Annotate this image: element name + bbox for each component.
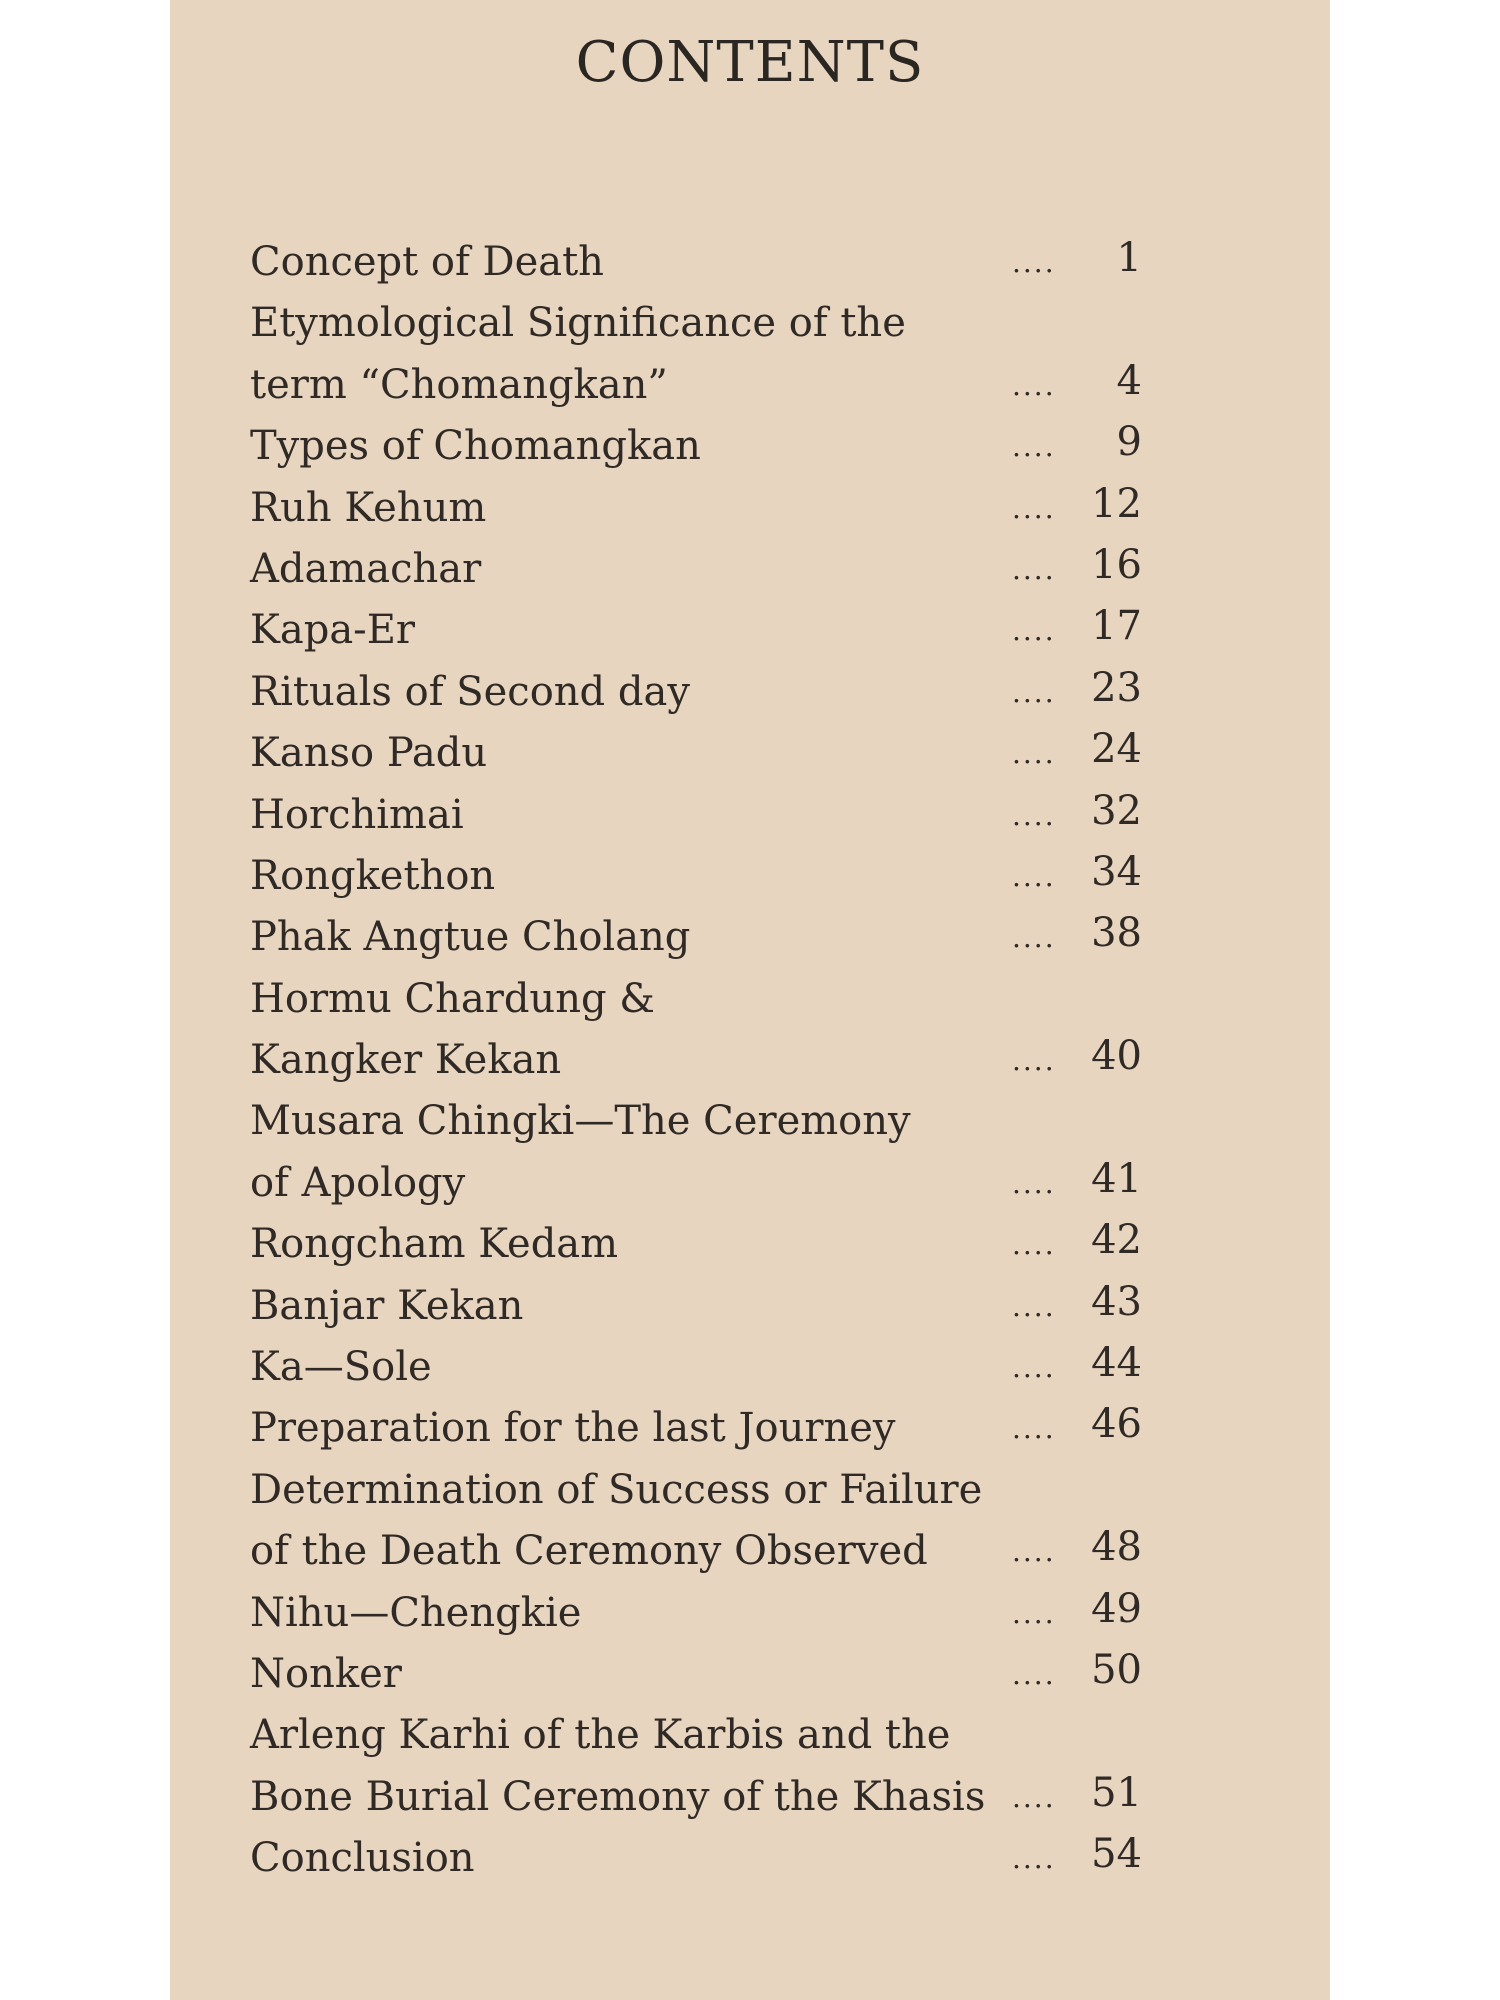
dot-leader: .... [1012,859,1056,893]
toc-entry-title: Kanso Padu [250,730,488,777]
toc-list [250,232,1250,1890]
toc-entry-title: Musara Chingki—The Ceremony [250,1098,911,1145]
toc-entry-line [250,1214,1250,1275]
toc-entry-line [250,1705,1250,1766]
toc-entry-title: Rituals of Second day [250,668,690,715]
toc-entry-title: term “Chomangkan” [250,361,668,408]
toc-page-number: 41 [1091,1155,1142,1202]
toc-page-number: 54 [1091,1831,1142,1878]
toc-entry [250,1276,1250,1337]
toc-entry-title: Phak Angtue Cholang [250,914,691,961]
dot-leader: .... [1012,1044,1056,1078]
toc-entry [250,907,1250,968]
toc-entry-title: Bone Burial Ceremony of the Khasis [250,1773,986,1820]
toc-entry-title: Conclusion [250,1835,475,1882]
toc-entry-title: Rongkethon [250,852,496,899]
dot-leader: .... [1012,798,1056,832]
toc-entry-line [250,846,1250,907]
toc-page-number: 16 [1091,541,1142,588]
dot-leader: .... [1012,368,1056,402]
toc-page-number: 38 [1091,910,1142,957]
toc-entry [250,1828,1250,1889]
dot-leader: .... [1012,1596,1056,1630]
toc-entry-line [250,1767,1250,1828]
toc-entry [250,1398,1250,1459]
toc-entry-line [250,662,1250,723]
toc-entry-title: Nonker [250,1650,402,1697]
toc-entry-title: Etymological Significance of the [250,300,906,347]
toc-page-number: 24 [1091,726,1142,773]
toc-entry [250,293,1250,416]
toc-entry-title: Hormu Chardung & [250,975,655,1022]
toc-entry-line [250,600,1250,661]
toc-entry [250,846,1250,907]
dot-leader: .... [1012,1289,1056,1323]
dot-leader: .... [1012,552,1056,586]
toc-entry-line [250,1337,1250,1398]
toc-entry-title: Kangker Kekan [250,1037,562,1084]
toc-entry-line [250,969,1250,1030]
toc-entry [250,1091,1250,1214]
toc-entry-line [250,293,1250,354]
toc-page-number: 42 [1091,1217,1142,1264]
dot-leader: .... [1012,491,1056,525]
toc-entry [250,662,1250,723]
toc-entry-line [250,907,1250,968]
toc-entry-line [250,1153,1250,1214]
toc-entry [250,416,1250,477]
dot-leader: .... [1012,614,1056,648]
book-page [170,0,1330,2000]
toc-entry-title: Adamachar [250,545,482,592]
toc-entry [250,785,1250,846]
toc-page-number: 17 [1091,603,1142,650]
toc-entry [250,1705,1250,1828]
toc-page-number: 51 [1091,1769,1142,1816]
toc-page-number: 12 [1091,480,1142,527]
toc-page-number: 43 [1091,1278,1142,1325]
toc-entry-line [250,723,1250,784]
toc-entry-line [250,478,1250,539]
toc-entry [250,723,1250,784]
dot-leader: .... [1012,246,1056,279]
toc-entry [250,1214,1250,1275]
dot-leader: .... [1012,1412,1056,1446]
toc-entry-line [250,1644,1250,1705]
toc-page-number: 23 [1091,664,1142,711]
toc-entry-line [250,1398,1250,1459]
toc-entry [250,478,1250,539]
toc-entry-line [250,539,1250,600]
toc-entry-line [250,1030,1250,1091]
dot-leader: .... [1012,1842,1056,1876]
toc-entry-title: of the Death Ceremony Observed [250,1528,928,1575]
dot-leader: .... [1012,1351,1056,1385]
toc-page-number: 1 [1116,235,1142,281]
toc-entry-title: Banjar Kekan [250,1282,524,1329]
toc-page-number: 9 [1116,419,1142,466]
toc-entry-title: of Apology [250,1159,466,1206]
toc-entry-line [250,1276,1250,1337]
toc-entry [250,1583,1250,1644]
toc-entry [250,1460,1250,1583]
toc-entry [250,1337,1250,1398]
toc-page-number: 34 [1091,848,1142,895]
toc-entry [250,1644,1250,1705]
toc-page-number: 48 [1091,1524,1142,1571]
toc-page-number: 4 [1116,357,1142,404]
toc-entry [250,539,1250,600]
toc-entry-title: Arleng Karhi of the Karbis and the [250,1712,951,1759]
toc-entry-line [250,416,1250,477]
toc-entry-line [250,1521,1250,1582]
toc-entry-line [250,1091,1250,1152]
toc-entry [250,969,1250,1092]
toc-entry-line [250,232,1250,293]
dot-leader: .... [1012,1228,1056,1262]
toc-page-number: 50 [1091,1646,1142,1693]
toc-entry-title: Ruh Kehum [250,484,487,531]
toc-page-number: 46 [1091,1401,1142,1448]
page-title: CONTENTS [575,30,925,95]
toc-entry-title: Rongcham Kedam [250,1221,619,1268]
dot-leader: .... [1012,1657,1056,1691]
toc-entry-line [250,785,1250,846]
toc-entry-line [250,1583,1250,1644]
toc-page-number: 44 [1091,1340,1142,1387]
toc-entry-title: Horchimai [250,791,464,838]
toc-page-number: 49 [1091,1585,1142,1632]
toc-entry-line [250,355,1250,416]
toc-entry-title: Types of Chomangkan [250,423,701,470]
dot-leader: .... [1012,921,1056,955]
dot-leader: .... [1012,430,1056,464]
dot-leader: .... [1012,1535,1056,1569]
toc-entry-title: Kapa-Er [250,607,416,654]
toc-entry-title: Concept of Death [250,239,604,285]
toc-entry-title: Nihu—Chengkie [250,1589,582,1636]
toc-entry [250,600,1250,661]
toc-page-number: 40 [1091,1033,1142,1080]
dot-leader: .... [1012,737,1056,771]
toc-entry [250,232,1250,293]
toc-page-number: 32 [1091,787,1142,834]
dot-leader: .... [1012,675,1056,709]
toc-entry-line [250,1460,1250,1521]
dot-leader: .... [1012,1780,1056,1814]
toc-entry-title: Determination of Success or Failure [250,1466,983,1513]
dot-leader: .... [1012,1166,1056,1200]
toc-entry-line [250,1828,1250,1889]
toc-entry-title: Preparation for the last Journey [250,1405,896,1452]
toc-entry-title: Ka—Sole [250,1344,432,1391]
